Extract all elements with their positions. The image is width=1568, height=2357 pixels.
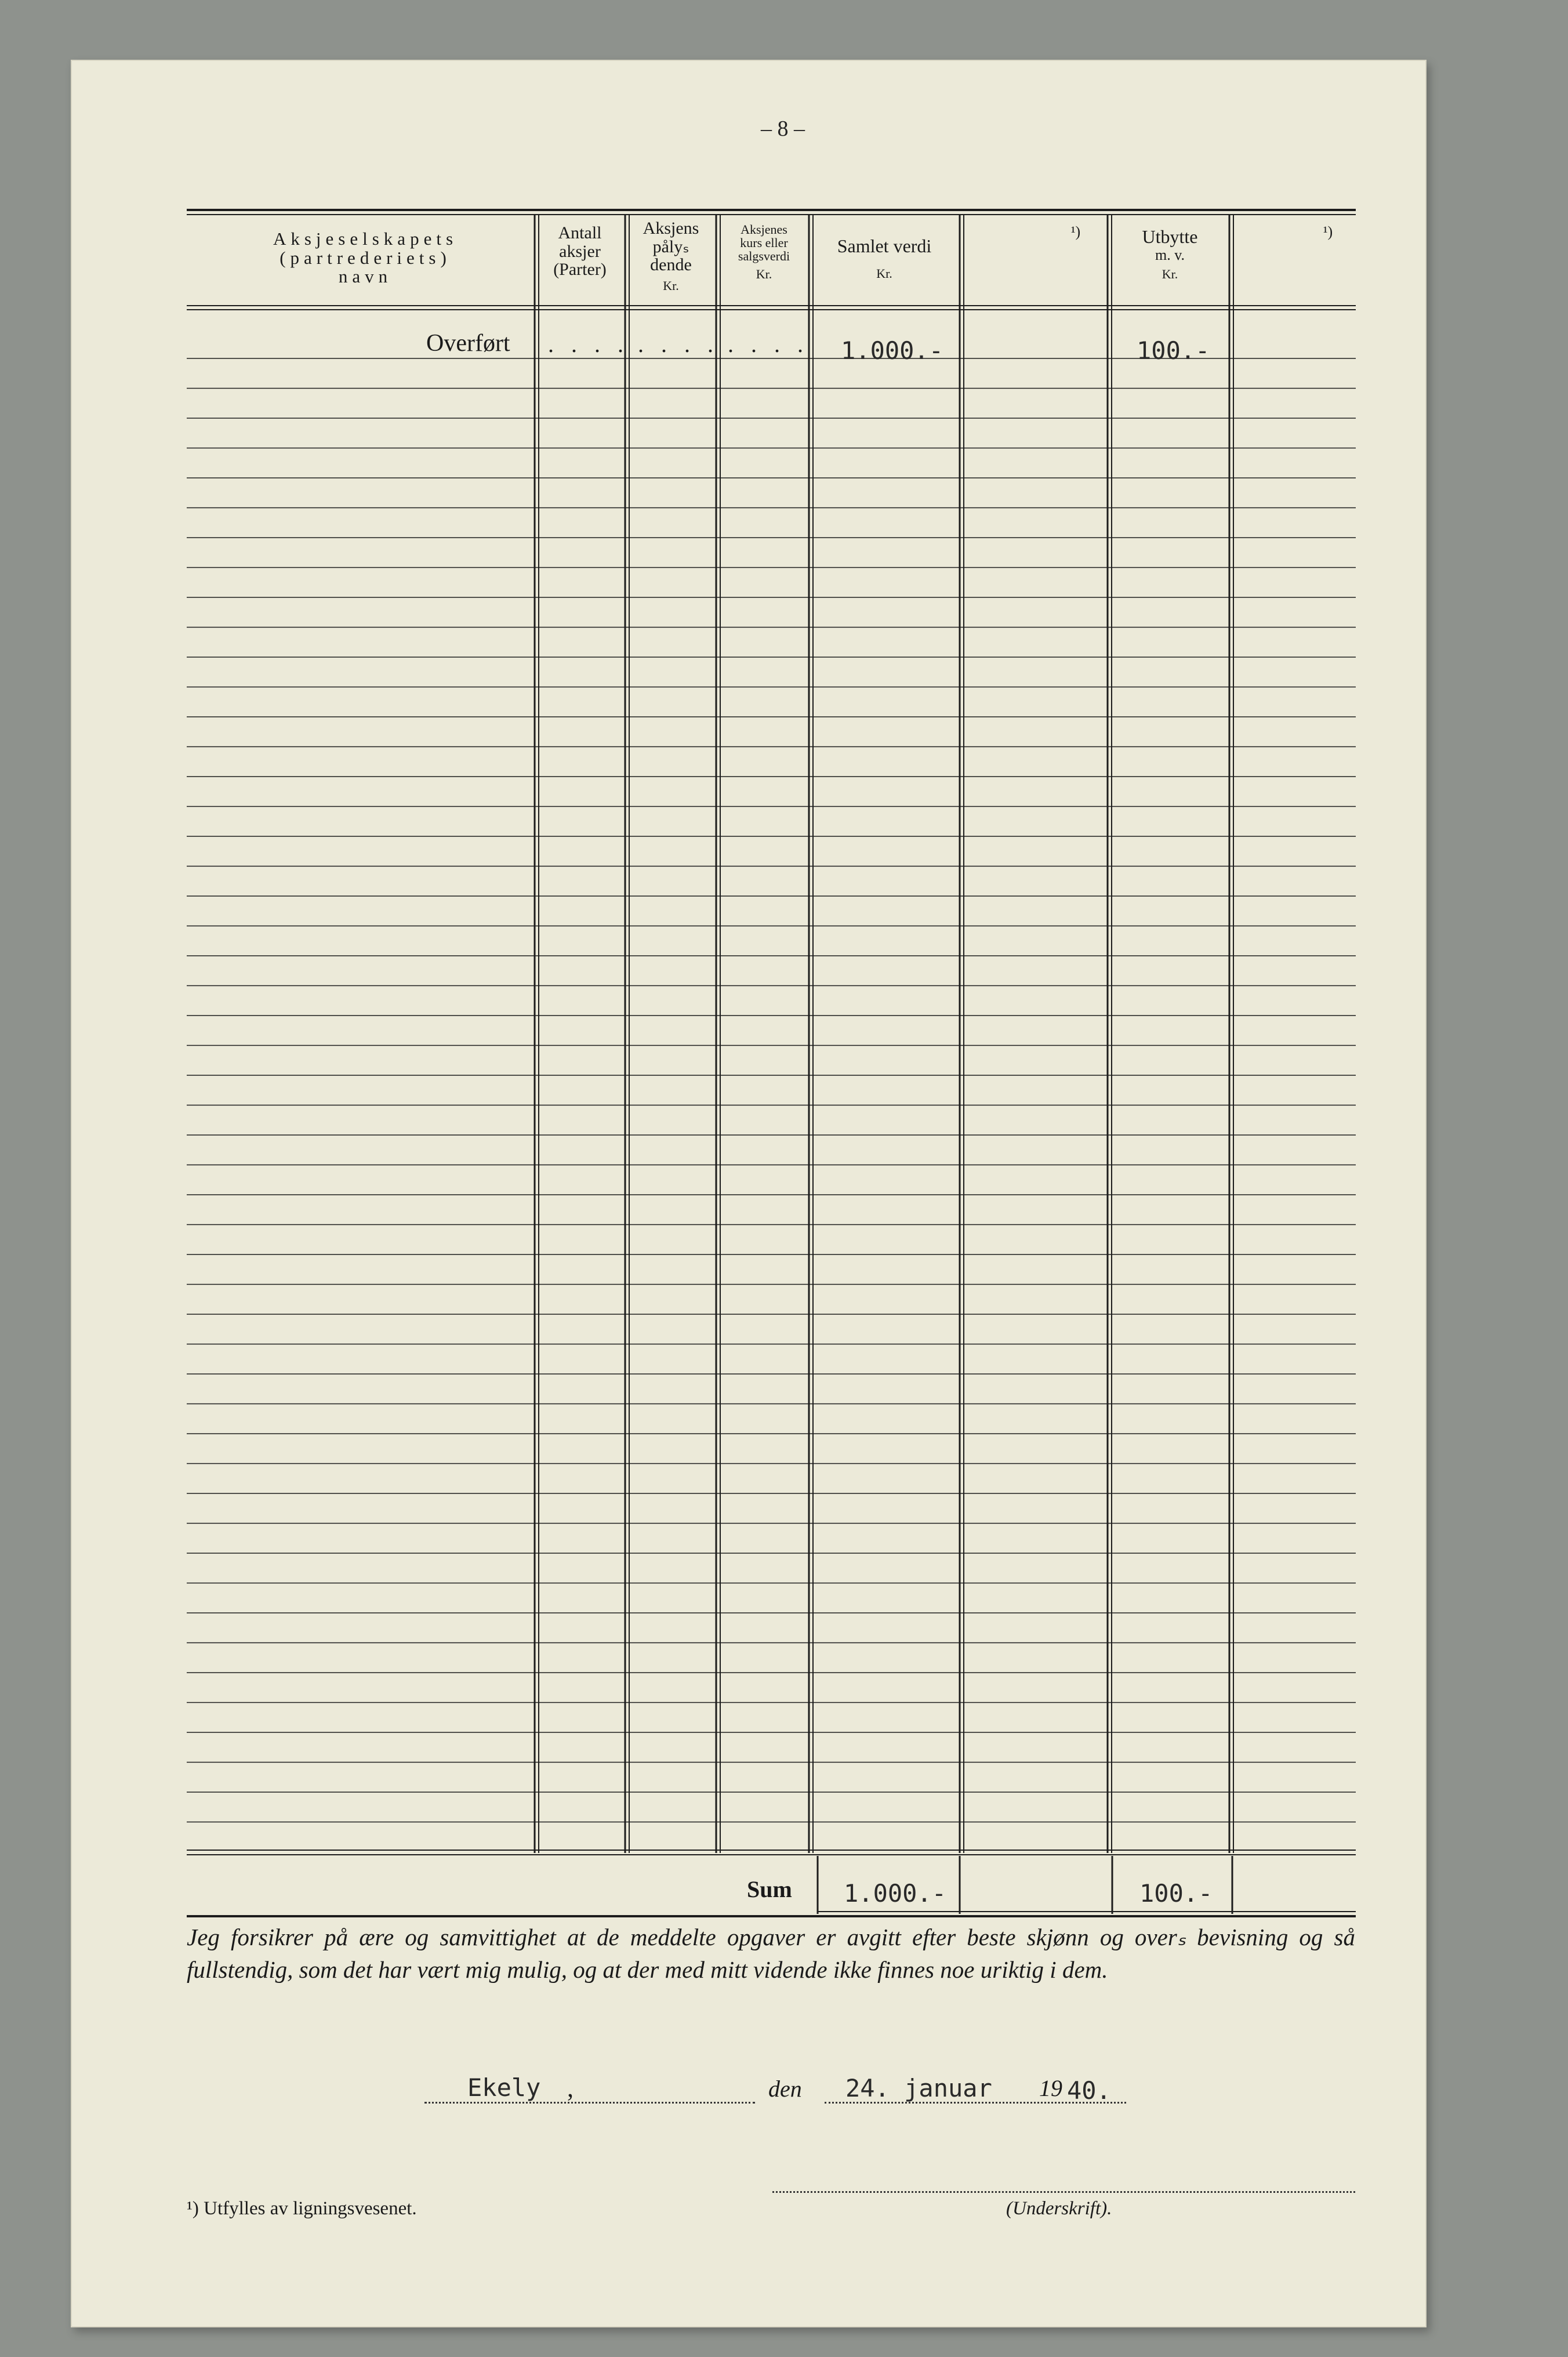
header-company-name-line2: (partrederiets) — [280, 247, 451, 268]
header-kurs-line3: salgsverdi — [738, 249, 790, 264]
overfort-kurs-dots: . . . . — [728, 331, 809, 357]
header-kurs-line2: kurs eller — [740, 235, 788, 251]
sum-utbytte: 100.- — [1139, 1879, 1213, 1908]
sum-samlet-verdi: 1.000.- — [844, 1879, 947, 1908]
overfort-utbytte: 100.- — [1137, 336, 1210, 365]
signature-year-suffix: 40. — [1067, 2076, 1111, 2105]
header-antall-line2: aksjer — [559, 241, 601, 261]
signature-date: 24. januar — [845, 2074, 992, 2102]
header-note-1: ¹) — [1070, 223, 1081, 240]
header-palydende-line2: pålyₛ — [652, 237, 689, 256]
overfort-samlet-verdi: 1.000.- — [841, 336, 944, 365]
underskrift-label: (Underskrift). — [1006, 2198, 1112, 2219]
overfort-label: Overført — [426, 330, 510, 357]
header-utbytte-line1: Utbytte — [1142, 226, 1198, 247]
page-number: – 8 – — [761, 117, 805, 141]
header-samlet-verdi-line1: Samlet verdi — [837, 235, 932, 256]
header-palydende-line3: dende — [650, 255, 692, 274]
overfort-antall-dots: . . . . — [548, 331, 629, 357]
overfort-palydende-dots: . . . . — [638, 331, 719, 357]
header-samlet-verdi-unit: Kr. — [876, 266, 892, 281]
header-kurs — [719, 223, 809, 281]
header-antall — [536, 224, 623, 279]
header-palydende-line1: Aksjens — [643, 219, 699, 238]
declaration-text: Jeg forsikrer på ære og samvittighet at de meddelte opgaver er avgitt efter beste skjønn og overₛ bevisning og så fullstendig, som det har vært mig mulig, og at der med mitt vidende ikke finnes noe uriktig i dem. — [187, 1924, 1355, 1983]
header-antall-line3: (Parter) — [553, 260, 607, 279]
signature-comma: , — [567, 2074, 574, 2102]
sum-label: Sum — [747, 1876, 792, 1902]
header-palydende-unit: Kr. — [663, 278, 679, 293]
header-company-name-line1: Aksjeselskapets — [273, 229, 458, 249]
header-note-2: ¹) — [1323, 223, 1333, 240]
footnote: ¹) Utfylles av ligningsvesenet. — [187, 2198, 417, 2219]
header-company-name — [191, 230, 539, 287]
header-antall-line1: Antall — [558, 223, 602, 242]
place-dotted-line — [424, 2102, 755, 2104]
header-utbytte-line2: m. v. — [1155, 246, 1185, 263]
header-kurs-line1: Aksjenes — [741, 222, 787, 237]
header-samlet-verdi — [812, 237, 957, 280]
header-kurs-unit: Kr. — [756, 267, 772, 282]
signature-year-prefix: 19 — [1039, 2075, 1062, 2101]
header-utbytte — [1110, 227, 1229, 281]
header-utbytte-unit: Kr. — [1162, 266, 1178, 281]
signature-den: den — [768, 2076, 802, 2102]
header-palydende — [627, 219, 714, 292]
underskrift-dotted-line — [772, 2191, 1355, 2193]
header-company-name-line3: navn — [338, 266, 393, 287]
signature-place: Ekely — [467, 2073, 541, 2102]
